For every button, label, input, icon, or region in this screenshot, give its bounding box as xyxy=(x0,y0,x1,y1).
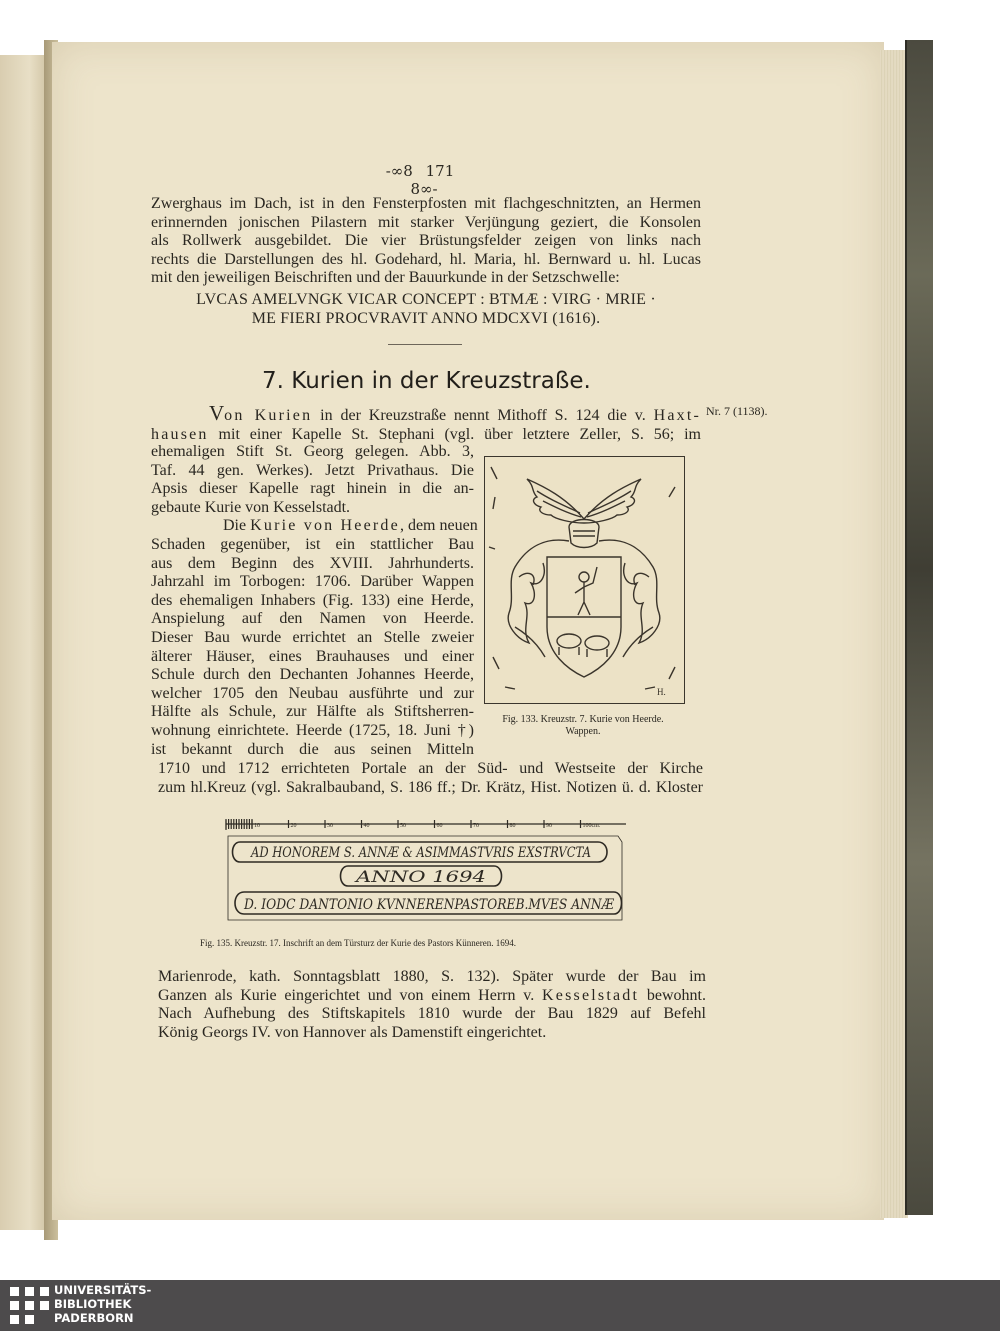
library-name-line: PADERBORN xyxy=(54,1311,134,1325)
library-logo-icon xyxy=(8,1285,51,1326)
wide-continuation xyxy=(158,760,703,797)
text-line: des ehemaligen Inhabers (Fig. 133) eine Herde, xyxy=(151,591,474,609)
scale-label: 10 xyxy=(254,823,260,829)
text-line xyxy=(151,426,701,445)
text-line: Jahrzahl im Torbogen: 1706. Darüber Wappen xyxy=(151,573,474,591)
ornament-left: -∞8 xyxy=(385,162,413,180)
spaced-term: hausen xyxy=(151,425,209,443)
text-line: ist bekannt durch die aus seinen Mitteln xyxy=(151,740,474,758)
monogram: H. xyxy=(657,687,666,697)
section-heading: 7. Kurien in der Kreuzstraße. xyxy=(262,368,591,394)
inscription-line-1: AD HONOREM S. ANNÆ & ASIMMASTVRIS EXSTRVCTA xyxy=(249,845,592,861)
text-line: Marienrode, kath. Sonntagsblatt 1880, S. 132). Später wurde der Bau im xyxy=(158,968,706,985)
text-line: zum hl.Kreuz (vgl. Sakralbauband, S. 186 ff.; Dr. Krätz, Hist. Notizen ü. d. Kloster xyxy=(158,778,703,796)
page-number: 171 xyxy=(425,162,455,180)
inscription-line-2: ANNO 1694 xyxy=(353,867,486,886)
page-number-line xyxy=(374,162,474,198)
text-run: in der Kreuzstraße nennt Mithoff S. 124 die v. xyxy=(312,407,654,424)
scale-label: 100cm. xyxy=(582,823,601,829)
scale-label: 80 xyxy=(509,823,516,829)
text-run: mit einer Kapelle St. Stephani (vgl. über letztere Zeller, S. 56; im xyxy=(208,425,701,443)
text-line: Schule durch den Dechanten Johannes Heerde, xyxy=(151,666,474,684)
paragraph-kurien xyxy=(151,401,701,444)
spaced-term: on Kurien xyxy=(224,407,313,424)
text-line: 1710 und 1712 errichteten Portale an der Süd- und Westseite der Kirche xyxy=(158,760,703,777)
inscription xyxy=(151,291,701,328)
narrow-column xyxy=(151,443,478,759)
text-line: älterer Häuser, eines Brauhauses und einer xyxy=(151,647,474,665)
text-run: Ganzen als Kurie eingerichtet und von einem Herrn v. xyxy=(158,986,543,1004)
text-line: ehemaligen Stift St. Georg gelegen. Abb. 3, xyxy=(151,443,474,460)
text-line: Nach Aufhebung des Stiftskapitels 1810 wurde der Bau 1829 auf Befehl xyxy=(158,1005,706,1023)
scale-label: 50 xyxy=(400,823,406,829)
figure-135-inscription xyxy=(218,816,630,928)
inscription-line: ME FIERI PROCVRAVIT ANNO MDCXVI (1616). xyxy=(251,309,601,327)
text-line: Schaden gegenüber, ist ein stattlicher Bau xyxy=(151,535,474,553)
left-page-edge xyxy=(0,55,50,1230)
text-line: Zwerghaus im Dach, ist in den Fensterpfosten mit flachgeschnitzten, an Hermen xyxy=(151,195,701,212)
section-divider xyxy=(388,344,462,345)
text-line: mit den jeweiligen Beischriften und der Bauurkunde in der Setzschwelle: xyxy=(151,269,620,287)
spaced-term: Kurie von Heerde xyxy=(250,517,400,535)
closing-paragraph xyxy=(158,968,706,1042)
lintel-inscription-drawing xyxy=(218,816,630,928)
text-line: Anspielung auf den Namen von Heerde. xyxy=(151,610,474,628)
figure-133-coat-of-arms xyxy=(484,456,685,704)
scale-label: 60 xyxy=(436,823,443,829)
figure-133-caption: Fig. 133. Kreuzstr. 7. Kurie von Heerde. Wappen. xyxy=(502,714,664,737)
text-line xyxy=(151,517,478,536)
text-line xyxy=(158,987,706,1006)
text-run: , dem neuen xyxy=(399,517,478,535)
drop-initial: V xyxy=(209,401,225,425)
spaced-term: Haxt- xyxy=(653,407,701,424)
text-line: erinnernden jonischen Pilastern mit starker Verjüngung geziert, die Konsolen xyxy=(151,213,701,231)
library-name-line: BIBLIOTHEK xyxy=(54,1297,132,1311)
library-name xyxy=(54,1283,151,1325)
text-line: aus dem Beginn des XVIII. Jahrhunderts. xyxy=(151,554,474,572)
text-line: wohnung einrichtete. Heerde (1725, 18. Juni †) xyxy=(151,721,474,739)
inscription-line-3: D. IODC DANTONIO KVNNERENPASTOREB.MVES ANNÆ xyxy=(243,897,615,913)
margin-note: Nr. 7 (1138). xyxy=(706,404,768,418)
text-line: gebaute Kurie von Kesselstadt. xyxy=(151,498,351,516)
spaced-term: Kesselstadt xyxy=(542,986,640,1004)
coat-of-arms-illustration xyxy=(485,457,683,702)
library-footer xyxy=(0,1280,1000,1331)
text-line: König Georgs IV. von Hannover als Damenstift eingerichtet. xyxy=(158,1023,547,1041)
text-line: Apsis dieser Kapelle ragt hinein in die an- xyxy=(151,480,474,498)
text-line xyxy=(151,401,701,426)
page-edges xyxy=(880,50,908,1218)
scale-label: 90 xyxy=(546,823,552,829)
scale-label: 40 xyxy=(363,823,370,829)
scale-label: 70 xyxy=(473,823,479,829)
text-line: Dieser Bau wurde errichtet an Stelle zweier xyxy=(151,628,474,646)
inscription-line: LVCAS AMELVNGK VICAR CONCEPT : BTMÆ : VIRG · MRIE · xyxy=(196,291,656,308)
text-run: bewohnt. xyxy=(639,986,706,1004)
text-line: welcher 1705 den Neubau ausführte und zur xyxy=(151,684,474,702)
library-name-line: UNIVERSITÄTS- xyxy=(54,1283,152,1297)
scale-label: 30 xyxy=(327,823,333,829)
text-line: Taf. 44 gen. Werkes). Jetzt Privathaus. Die xyxy=(151,461,474,479)
figure-135-caption: Fig. 135. Kreuzstr. 17. Inschrift an dem Türsturz der Kurie des Pastors Künneren. 1694. xyxy=(200,938,517,948)
scale-label: 20 xyxy=(290,823,297,829)
text-line: als Rollwerk ausgebildet. Die vier Brüstungsfelder zeigen von links nach xyxy=(151,232,701,250)
book-cover-edge xyxy=(905,40,933,1215)
text-run: Die xyxy=(223,517,251,535)
text-line: Hälfte als Schule, zur Hälfte als Stiftsherren- xyxy=(151,703,474,721)
text-line: rechts die Darstellungen des hl. Godehard, hl. Maria, hl. Bernward u. hl. Lucas xyxy=(151,250,701,268)
intro-paragraph xyxy=(151,195,701,288)
ornament-right: 8∞- xyxy=(410,180,438,198)
